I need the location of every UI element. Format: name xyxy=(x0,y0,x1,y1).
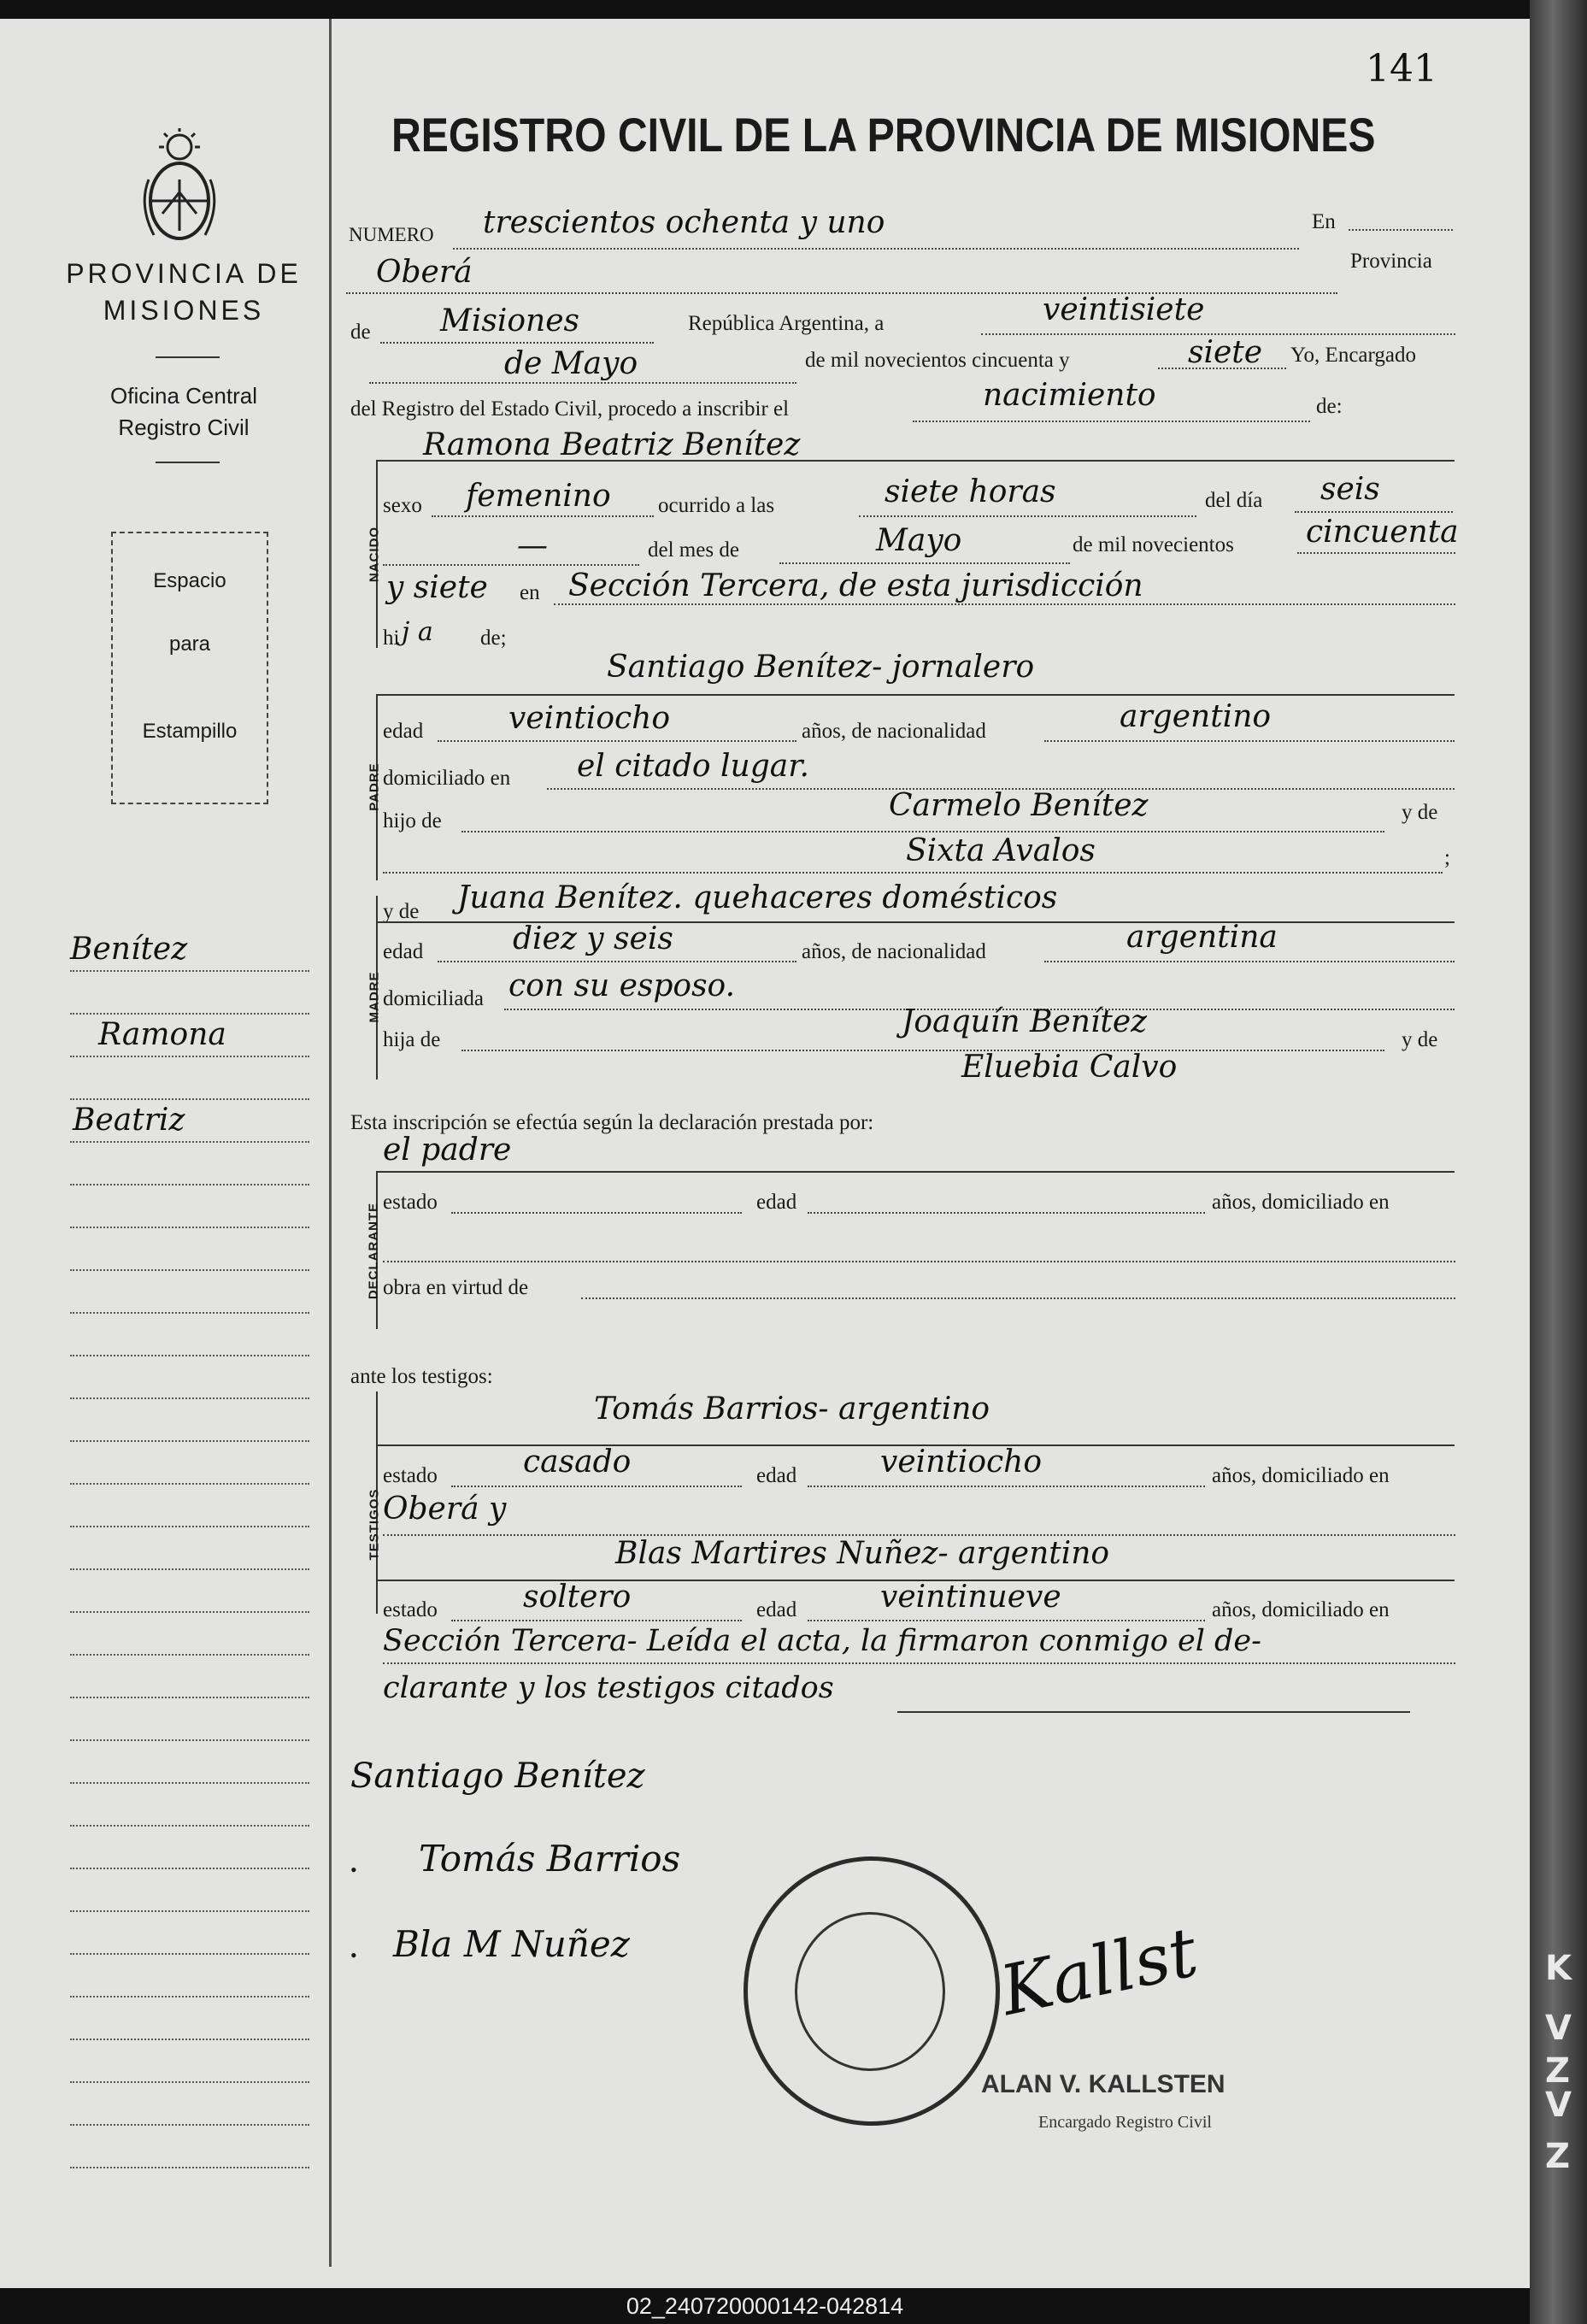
margin-rule xyxy=(70,2167,309,2168)
margin-rule xyxy=(70,1739,309,1741)
margin-rule xyxy=(70,2124,309,2126)
binding-letter: V xyxy=(1545,2009,1572,2048)
fill-line xyxy=(808,1212,1205,1214)
margin-rule xyxy=(70,1397,309,1399)
day-value: veintisiete xyxy=(1043,292,1205,327)
witness1-domicile: Oberá y xyxy=(383,1491,507,1527)
margin-rule xyxy=(70,2081,309,2083)
estado-label: estado xyxy=(383,1598,438,1621)
de-label: de xyxy=(350,321,371,344)
witness2-value: Blas Martires Nuñez- argentino xyxy=(615,1536,1110,1571)
anos-nac-label: años, de nacionalidad xyxy=(802,940,986,963)
margin-rule xyxy=(70,970,309,972)
fill-line xyxy=(1158,368,1286,369)
y-de-label: y de xyxy=(383,900,420,923)
anos-nac-label: años, de nacionalidad xyxy=(802,720,986,743)
registro-label: del Registro del Estado Civil, procedo a inscribir el xyxy=(350,397,790,421)
fill-line xyxy=(380,342,654,344)
stamp-space-label: Espacio xyxy=(153,569,226,592)
y-de-label: y de xyxy=(1402,1028,1438,1051)
margin-rule xyxy=(70,1526,309,1527)
testigos-label: ante los testigos: xyxy=(350,1365,493,1388)
office-label: Registro Civil xyxy=(118,415,250,440)
margin-rule xyxy=(70,2039,309,2040)
hija-value: j a xyxy=(402,617,433,647)
margin-rule xyxy=(70,1056,309,1057)
fill-line xyxy=(1349,229,1453,231)
margin-rule xyxy=(70,1697,309,1698)
en-label: En xyxy=(1312,210,1336,233)
fill-line xyxy=(451,1620,742,1621)
page-number: 141 xyxy=(1366,47,1437,91)
father-domicile: el citado lugar. xyxy=(577,749,809,784)
fill-line xyxy=(432,515,654,517)
fill-line xyxy=(383,872,1443,874)
section-rule xyxy=(897,1711,1410,1713)
estado-label: estado xyxy=(383,1191,438,1214)
stamp-space-box xyxy=(111,532,268,804)
section-rule xyxy=(378,1171,1455,1173)
margin-rule xyxy=(70,1825,309,1827)
fill-line xyxy=(461,1050,1384,1051)
margin-rule xyxy=(70,1996,309,1997)
signature-declarante: Santiago Benítez xyxy=(350,1756,645,1796)
margin-rule xyxy=(70,1013,309,1015)
stamp-space-label: Estampillo xyxy=(142,720,238,743)
signature-witness2: Bla M Nuñez xyxy=(393,1923,630,1965)
section-rule xyxy=(378,460,1455,462)
father-nationality: argentino xyxy=(1120,699,1272,734)
fill-line xyxy=(369,382,796,384)
province-label: MISIONES xyxy=(103,295,265,326)
witness1-value: Tomás Barrios- argentino xyxy=(594,1391,990,1427)
fill-line xyxy=(859,515,1196,517)
y-de-label: y de xyxy=(1402,801,1438,824)
yo-label: Yo, Encargado xyxy=(1290,344,1416,367)
fill-line xyxy=(581,1297,1455,1299)
coat-of-arms-icon xyxy=(137,128,222,248)
margin-rule xyxy=(70,1910,309,1912)
en-label: en xyxy=(520,581,540,604)
mother-nationality: argentina xyxy=(1126,920,1278,955)
margin-rule xyxy=(70,1654,309,1656)
de-colon-label: de: xyxy=(1316,395,1343,418)
margin-rule xyxy=(70,1355,309,1356)
fill-line xyxy=(451,1486,742,1487)
padre-label: PADRE xyxy=(367,762,382,811)
witness1-estado: casado xyxy=(523,1444,632,1480)
binding-letter: Z xyxy=(1545,2137,1571,2176)
del-dia-label: del día xyxy=(1205,489,1263,512)
month-value: de Mayo xyxy=(504,346,638,381)
edad-label: edad xyxy=(756,1191,797,1214)
witness1-age: veintiocho xyxy=(880,1444,1043,1480)
stamp-space-label: para xyxy=(168,632,211,656)
fill-line xyxy=(383,1261,1455,1262)
binding-letter: Z xyxy=(1545,2051,1571,2091)
seal-emblem xyxy=(795,1912,945,2071)
margin-rule xyxy=(70,1568,309,1570)
margin-divider xyxy=(329,19,332,2267)
margin-rule xyxy=(70,1483,309,1485)
mil-label: de mil novecientos cincuenta y xyxy=(805,349,1070,372)
fill-line xyxy=(1044,961,1455,962)
margin-rule xyxy=(70,1953,309,1955)
book-binding xyxy=(1530,0,1587,2324)
mil2-label: de mil novecientos xyxy=(1073,533,1234,556)
fill-line xyxy=(383,1662,1455,1664)
closing-text: Sección Tercera- Leída el acta, la firmaron conmigo el de- xyxy=(383,1624,1261,1658)
father-value: Santiago Benítez- jornalero xyxy=(607,650,1035,685)
de-label: de; xyxy=(480,627,507,650)
margin-rule xyxy=(70,1227,309,1228)
margin-rule xyxy=(70,1782,309,1784)
provincia-label: Provincia xyxy=(1350,250,1432,273)
mother-domicile: con su esposo. xyxy=(508,968,736,1003)
image-code-caption: 02_240720000142-042814 xyxy=(0,2288,1530,2324)
fill-line xyxy=(438,961,796,962)
sexo-label: sexo xyxy=(383,494,422,517)
hijo-de-label: hijo de xyxy=(383,809,442,833)
fill-line xyxy=(1297,552,1455,554)
fill-line xyxy=(808,1486,1205,1487)
republica-label: República Argentina, a xyxy=(688,312,885,335)
official-title: Encargado Registro Civil xyxy=(1038,2113,1212,2132)
binding-letter: V xyxy=(1545,2086,1572,2125)
numero-value: trescientos ochenta y uno xyxy=(483,205,885,240)
fill-line xyxy=(438,740,796,742)
fill-line xyxy=(1044,740,1455,742)
hija-prefix: hi xyxy=(383,627,400,650)
hija-de-label: hija de xyxy=(383,1028,441,1051)
fill-line xyxy=(383,564,639,566)
margin-surname: Benítez xyxy=(70,932,188,967)
year-value: siete xyxy=(1188,335,1263,370)
testigos-side-label: TESTIGOS xyxy=(367,1488,382,1561)
place-value: Sección Tercera, de esta jurisdicción xyxy=(568,568,1143,603)
fill-line xyxy=(554,603,1455,605)
official-seal xyxy=(744,1856,1000,2126)
divider xyxy=(156,462,220,463)
mother-value: Juana Benítez. quehaceres domésticos xyxy=(457,880,1058,915)
domiciliada-label: domiciliada xyxy=(383,987,485,1010)
del-mes-label: del mes de xyxy=(648,538,739,562)
estado-label: estado xyxy=(383,1464,438,1487)
edad-label: edad xyxy=(383,940,424,963)
binding-letter: K xyxy=(1545,1949,1572,1988)
birth-month-value: Mayo xyxy=(876,523,962,558)
father-age: veintiocho xyxy=(508,701,671,736)
domiciliado-label: domiciliado en xyxy=(383,767,511,790)
fill-line xyxy=(461,831,1384,833)
numero-label: NUMERO xyxy=(349,224,434,245)
margin-rule xyxy=(70,1269,309,1271)
official-signature: Kallst xyxy=(993,1911,1204,2032)
city-value: Oberá xyxy=(376,255,473,290)
birth-day-value: seis xyxy=(1320,472,1380,507)
fill-line xyxy=(779,562,1070,564)
margin-rule xyxy=(70,1440,309,1442)
semicolon: ; xyxy=(1444,846,1450,869)
inscripcion-label: Esta inscripción se efectúa según la declaración prestada por: xyxy=(350,1111,874,1134)
mother-father: Joaquín Benítez xyxy=(902,1004,1148,1039)
closing-text: clarante y los testigos citados xyxy=(383,1671,834,1705)
birth-year-value: y siete xyxy=(386,570,488,605)
margin-given-name: Ramona xyxy=(98,1017,226,1052)
edad-label: edad xyxy=(756,1464,797,1487)
father-mother: Sixta Avalos xyxy=(906,833,1096,868)
divider xyxy=(156,356,220,358)
fill-line xyxy=(451,1212,742,1214)
witness2-age: veintinueve xyxy=(880,1580,1061,1615)
margin-rule xyxy=(70,1098,309,1100)
margin-rule xyxy=(70,1611,309,1613)
office-label: Oficina Central xyxy=(110,383,257,409)
madre-label: MADRE xyxy=(367,971,382,1023)
margin-rule xyxy=(70,1141,309,1143)
ocurrido-label: ocurrido a las xyxy=(658,494,775,517)
sexo-value: femenino xyxy=(466,479,611,514)
dash-value: — xyxy=(517,528,548,563)
declarante-label: DECLARANTE xyxy=(366,1202,381,1300)
page-title: REGISTRO CIVIL DE LA PROVINCIA DE MISIONES xyxy=(391,108,1376,162)
fill-line xyxy=(453,248,1299,250)
province-value: Misiones xyxy=(440,303,580,338)
nacido-label: NACIDO xyxy=(367,526,382,583)
obra-label: obra en virtud de xyxy=(383,1276,529,1299)
section-rule xyxy=(378,694,1455,696)
child-name: Ramona Beatriz Benítez xyxy=(423,427,801,462)
margin-given-name: Beatriz xyxy=(73,1103,185,1138)
signature-witness1: Tomás Barrios xyxy=(419,1838,681,1880)
act-value: nacimiento xyxy=(983,378,1156,413)
birth-year-value: cincuenta xyxy=(1306,515,1459,550)
anos-dom-label: años, domiciliado en xyxy=(1212,1464,1390,1487)
fill-line xyxy=(913,421,1310,422)
margin-rule xyxy=(70,1868,309,1869)
signature-marker: • xyxy=(350,1945,357,1966)
province-label: PROVINCIA DE xyxy=(66,258,302,289)
margin-rule xyxy=(70,1312,309,1314)
witness2-estado: soltero xyxy=(523,1580,632,1615)
mother-age: diez y seis xyxy=(513,921,673,956)
father-father: Carmelo Benítez xyxy=(889,788,1149,823)
fill-line xyxy=(808,1620,1205,1621)
margin-rule xyxy=(70,1184,309,1186)
anos-dom-label: años, domiciliado en xyxy=(1212,1191,1390,1214)
declarante-value: el padre xyxy=(383,1133,512,1168)
anos-dom-label: años, domiciliado en xyxy=(1212,1598,1390,1621)
edad-label: edad xyxy=(383,720,424,743)
edad-label: edad xyxy=(756,1598,797,1621)
hour-value: siete horas xyxy=(885,474,1056,509)
signature-marker: • xyxy=(350,1859,357,1880)
official-name: ALAN V. KALLSTEN xyxy=(981,2070,1226,2098)
fill-line xyxy=(1295,511,1453,513)
mother-mother: Eluebia Calvo xyxy=(961,1050,1178,1085)
